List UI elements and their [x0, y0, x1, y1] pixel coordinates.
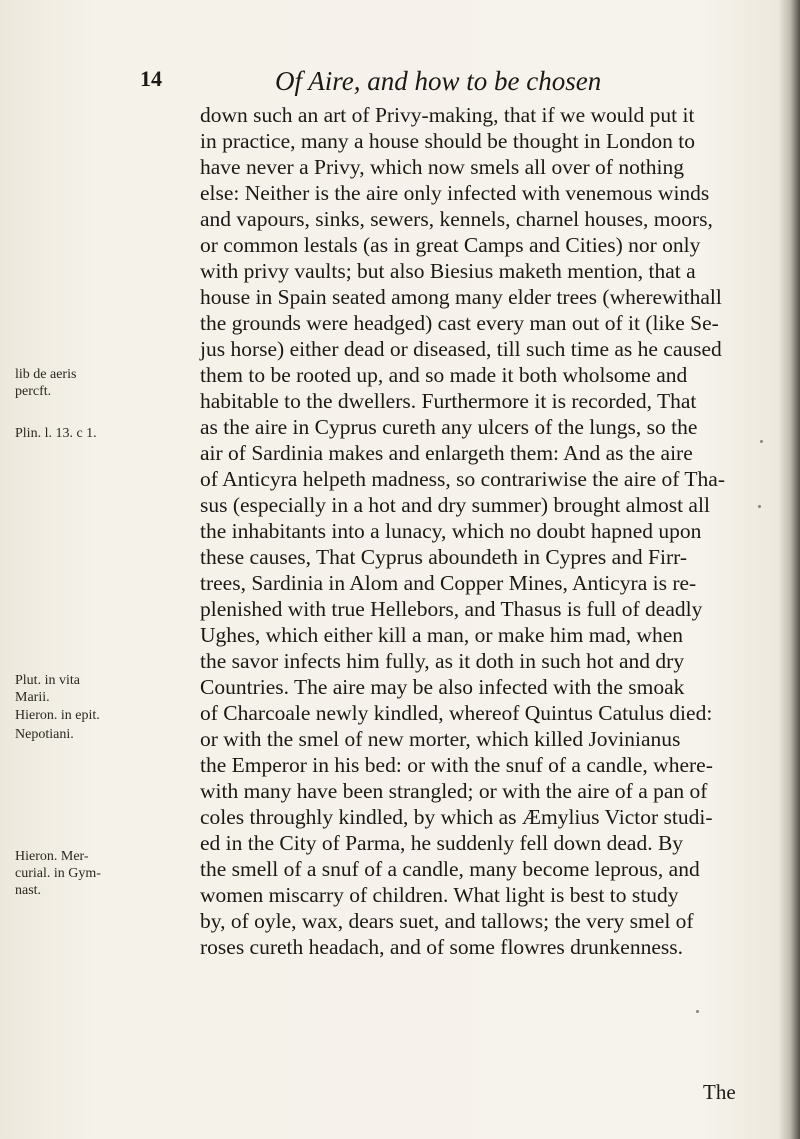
page-edge-shadow [778, 0, 800, 1139]
text-line: house in Spain seated among many elder trees (wherewithall [200, 285, 722, 309]
text-line: jus horse) either dead or diseased, till such time as he caused [200, 337, 722, 361]
text-line: have never a Privy, which now smels all over of nothing [200, 155, 685, 179]
text-line: roses cureth headach, and of some flowres drunkenness. [200, 935, 683, 959]
text-line: them to be rooted up, and so made it both wholsome and [200, 363, 688, 387]
marginal-note: Nepotiani. [15, 727, 74, 742]
text-line: of Anticyra helpeth madness, so contrariwise the aire of Tha- [200, 467, 725, 491]
text-line: Countries. The aire may be also infected with the smoak [200, 675, 685, 699]
ink-speck [696, 1010, 699, 1013]
text-line: habitable to the dwellers. Furthermore it is recorded, That [200, 389, 697, 413]
text-line: trees, Sardinia in Alom and Copper Mines, Anticyra is re- [200, 571, 697, 595]
text-line: of Charcoale newly kindled, whereof Quintus Catulus died: [200, 701, 713, 725]
text-line: down such an art of Privy-making, that if we would put it [200, 103, 695, 127]
text-line: as the aire in Cyprus cureth any ulcers of the lungs, so the [200, 415, 698, 439]
marginal-note: Hieron. Mer- curial. in Gym- nast. [15, 849, 101, 898]
text-line: in practice, many a house should be thought in London to [200, 129, 696, 153]
text-line: the Emperor in his bed: or with the snuf of a candle, where- [200, 753, 713, 777]
marginal-note: lib de aeris percft. [15, 367, 77, 399]
marginal-note: Hieron. in epit. [15, 708, 100, 723]
text-line: Ughes, which either kill a man, or make him mad, when [200, 623, 684, 647]
ink-speck [760, 440, 763, 443]
text-line: women miscarry of children. What light is best to study [200, 883, 679, 907]
page-title: Of Aire, and how to be chosen [275, 66, 602, 96]
body-text [200, 102, 776, 960]
ink-speck [758, 505, 761, 508]
text-line: sus (especially in a hot and dry summer) brought almost all [200, 493, 710, 517]
running-head [140, 66, 760, 100]
text-line: by, of oyle, wax, dears suet, and tallows; the very smel of [200, 909, 694, 933]
marginal-note: Plut. in vita Marii. [15, 673, 80, 705]
text-line: plenished with true Hellebors, and Thasus is full of deadly [200, 597, 703, 621]
text-line: else: Neither is the aire only infected with venemous winds [200, 181, 710, 205]
text-line: the grounds were headged) cast every man out of it (like Se- [200, 311, 719, 335]
text-line: and vapours, sinks, sewers, kennels, charnel houses, moors, [200, 207, 713, 231]
text-line: the inhabitants into a lunacy, which no doubt hapned upon [200, 519, 702, 543]
text-line: with privy vaults; but also Biesius maketh mention, that a [200, 259, 696, 283]
catchword: The [703, 1080, 736, 1104]
page-number: 14 [140, 66, 162, 91]
text-line: ed in the City of Parma, he suddenly fell down dead. By [200, 831, 684, 855]
text-line: these causes, That Cyprus aboundeth in Cypres and Firr- [200, 545, 688, 569]
text-line: air of Sardinia makes and enlargeth them: And as the aire [200, 441, 693, 465]
marginal-note: Plin. l. 13. c 1. [15, 426, 97, 441]
text-line: coles throughly kindled, by which as Æmylius Victor studi- [200, 805, 713, 829]
text-line: the savor infects him fully, as it doth in such hot and dry [200, 649, 685, 673]
text-line: or with the smel of new morter, which killed Jovinianus [200, 727, 681, 751]
text-line: with many have been strangled; or with the aire of a pan of [200, 779, 708, 803]
text-line: or common lestals (as in great Camps and Cities) nor only [200, 233, 701, 257]
text-line: the smell of a snuf of a candle, many become leprous, and [200, 857, 700, 881]
